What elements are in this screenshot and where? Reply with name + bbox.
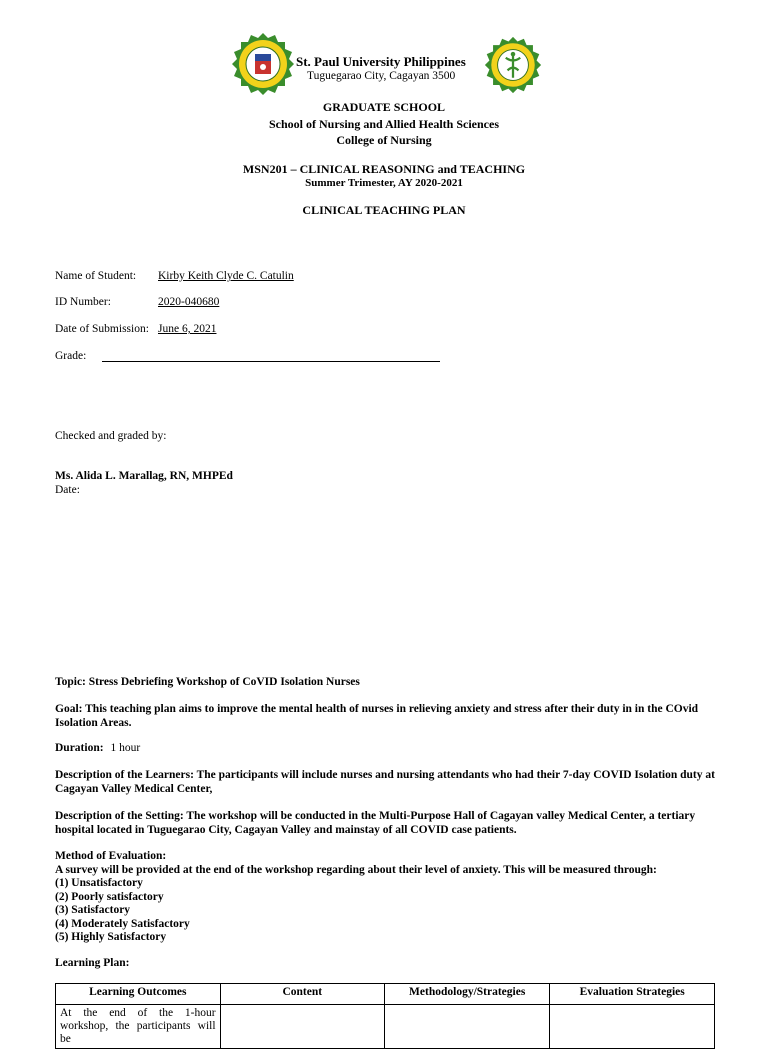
document-title: CLINICAL TEACHING PLAN	[302, 203, 466, 217]
evaluation-method	[55, 850, 715, 945]
term: Summer Trimester, AY 2020-2021	[305, 177, 463, 189]
table-row	[56, 1005, 715, 1049]
learning-plan-table	[55, 983, 715, 1049]
scale-item: (4) Moderately Satisfactory	[55, 917, 190, 930]
column-header: Methodology/Strategies	[384, 984, 549, 1005]
evaluation-intro: A survey will be provided at the end of the workshop regarding about their level of anxiety. This will be measured through:	[55, 863, 657, 876]
learning-outcome-cell: At the end of the 1-hour workshop, the participants will be	[56, 1005, 221, 1049]
university-seal-logo	[231, 32, 295, 96]
setting-description: Description of the Setting: The workshop will be conducted in the Multi-Purpose Hall of Cagayan valley Medical Center, a tertiary hospital located in Tuguegarao City, Cagayan Valley and mainstay of all COVID case patients.	[55, 810, 696, 836]
checked-by-label: Checked and graded by:	[55, 430, 167, 442]
column-header: Learning Outcomes	[56, 984, 221, 1005]
university-name: St. Paul University Philippines	[296, 54, 466, 69]
school-name: GRADUATE SCHOOL	[322, 100, 446, 114]
department-name: School of Nursing and Allied Health Sciences	[268, 117, 500, 131]
evaluation-cell	[550, 1005, 715, 1049]
scale-item: (1) Unsatisfactory	[55, 877, 143, 889]
id-number-value: 2020-040680	[158, 296, 220, 308]
learning-plan-label: Learning Plan:	[55, 957, 130, 969]
nursing-seal-logo	[484, 36, 542, 94]
grade-blank-line	[102, 360, 440, 362]
table-header-row	[56, 984, 715, 1005]
scale-item: (2) Poorly satisfactory	[55, 890, 164, 903]
grader-name: Ms. Alida L. Marallag, RN, MHPEd	[55, 470, 233, 482]
duration	[55, 742, 715, 756]
duration-label: Duration:	[55, 742, 104, 754]
university-location: Tuguegarao City, Cagayan 3500	[307, 70, 456, 82]
submission-date-label: Date of Submission:	[55, 323, 149, 335]
grade-label: Grade:	[55, 350, 87, 362]
grading-date-label: Date:	[55, 484, 80, 496]
learners-description: Description of the Learners: The participants will include nurses and nursing attendants who had their 7-day COVID Isolation duty at Cagayan Valley Medical Center,	[55, 769, 715, 795]
column-header: Content	[220, 984, 384, 1005]
evaluation-label: Method of Evaluation:	[55, 850, 167, 862]
methodology-cell	[384, 1005, 549, 1049]
submission-date-value: June 6, 2021	[158, 323, 217, 335]
column-header: Evaluation Strategies	[550, 984, 715, 1005]
scale-item: (5) Highly Satisfactory	[55, 931, 167, 943]
duration-value: 1 hour	[110, 742, 141, 754]
student-name-value: Kirby Keith Clyde C. Catulin	[158, 270, 294, 282]
topic: Topic: Stress Debriefing Workshop of CoVID Isolation Nurses	[55, 676, 360, 688]
college-name: College of Nursing	[336, 133, 432, 147]
content-cell	[220, 1005, 384, 1049]
scale-item: (3) Satisfactory	[55, 904, 131, 916]
id-number-label: ID Number:	[55, 296, 111, 308]
student-name-label: Name of Student:	[55, 270, 137, 282]
goal: Goal: This teaching plan aims to improve the mental health of nurses in relieving anxiety and stress after their duty in in the COvid Isolation Areas.	[55, 703, 699, 729]
course-title: MSN201 – CLINICAL REASONING and TEACHING	[242, 162, 526, 176]
